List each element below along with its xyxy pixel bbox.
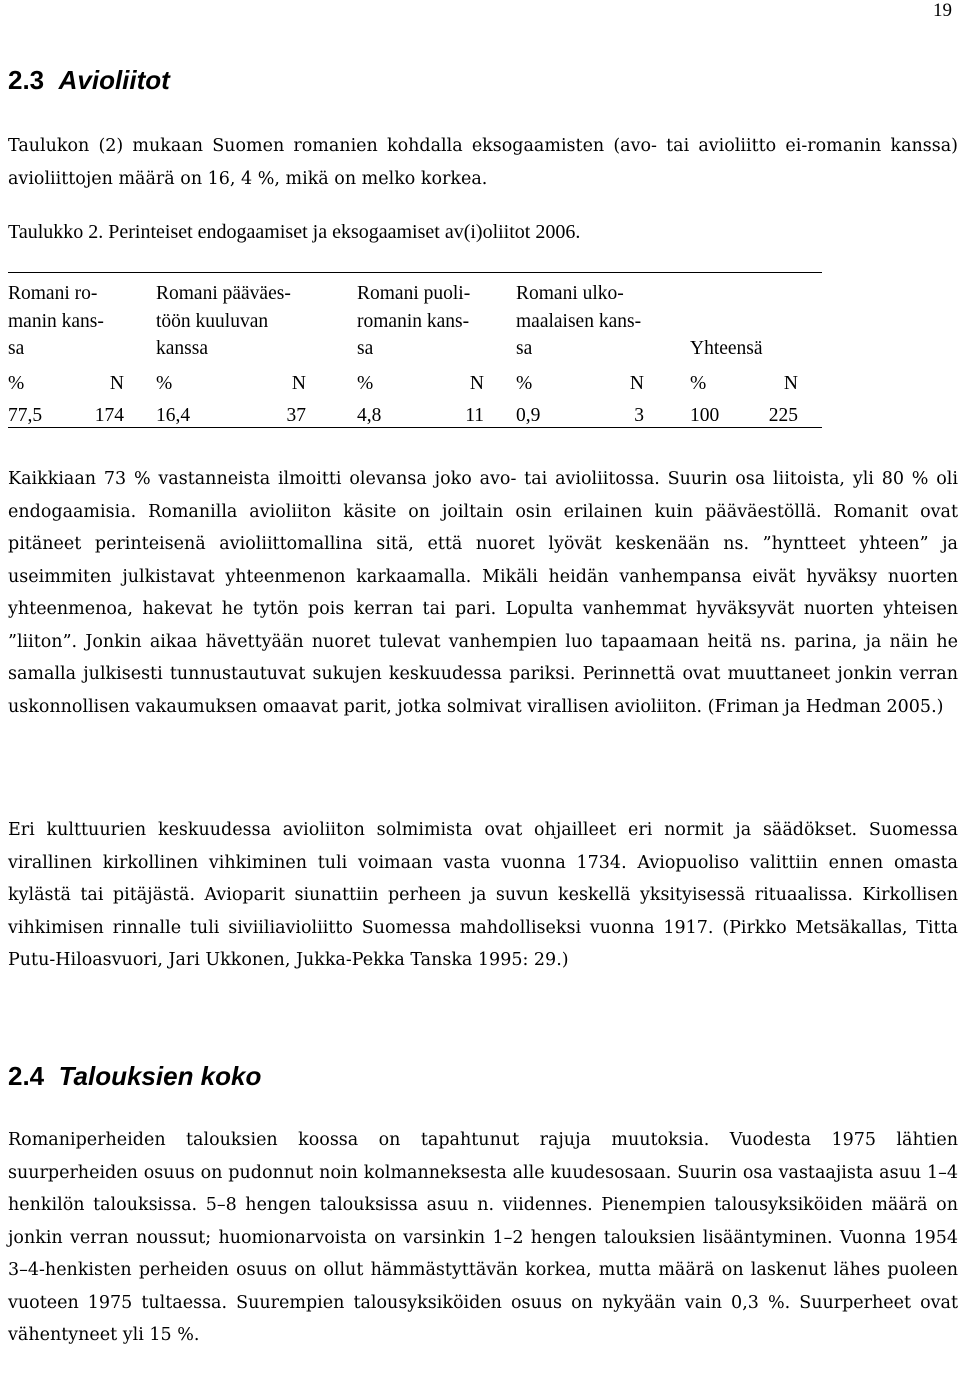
subheader-percent: %	[690, 373, 707, 394]
marriage-table	[8, 270, 822, 430]
section-title: Talouksien koko	[58, 1061, 262, 1091]
value-n: 3	[634, 405, 644, 426]
subheader-n: N	[469, 373, 484, 394]
value-percent: 100	[690, 405, 720, 426]
value-n: 37	[286, 405, 306, 426]
subheader-n: N	[109, 373, 124, 394]
value-percent: 77,5	[8, 405, 43, 426]
value-n: 11	[465, 405, 484, 426]
paragraph-households: Romaniperheiden talouksien koossa on tapahtunut rajuja muutoksia. Vuodesta 1975 lähtien suurperheiden osuus on pudonnut noin kolmanneksesta alle kuudesosaan. Suurin osa vastaajista asuu 1–4 henkilön talouksissa. 5–8 hengen talouksissa asuu n. viidennes. Pienempien talousyksiköiden määrä on jonkin verran noussut; huomionarvoista on varsinkin 1–2 hengen talouksien lisääntyminen. Vuonna 1954 3–4-henkisten perheiden osuus on ollut hämmästyttävän korkea, mutta määrä on laskenut lähes puoleen vuoteen 1975 tultaessa. Suurempien talousyksiköiden osuus on nykyään vain 0,3 %. Suurperheet ovat vähentyneet yli 15 %.	[8, 1130, 958, 1345]
table-caption: Taulukko 2. Perinteiset endogaamiset ja eksogaamiset av(i)oliitot 2006.	[8, 221, 581, 243]
header-romani-ulkomaalaisen: Romani ulko- maalaisen kans- sa	[516, 283, 642, 359]
value-percent: 16,4	[156, 405, 191, 426]
page-number: 19	[933, 0, 952, 21]
subheader-n: N	[629, 373, 644, 394]
table-top-rule	[8, 272, 822, 273]
header-romani-paavaeston: Romani pääväes- töön kuuluvan kanssa	[156, 283, 291, 359]
section-heading-talouksien	[8, 1061, 261, 1091]
section-number: 2.3	[8, 65, 45, 95]
subheader-percent: %	[156, 373, 173, 394]
header-romani-romanin: Romani ro- manin kans- sa	[8, 283, 104, 359]
subheader-n: N	[291, 373, 306, 394]
section-number: 2.4	[8, 1061, 45, 1091]
table-bottom-rule	[8, 427, 822, 428]
paragraph-cultures: Eri kulttuurien keskuudessa avioliiton solmimista ovat ohjailleet eri normit ja säädökset. Suomessa virallinen kirkollinen vihkiminen tuli voimaan vasta vuonna 1734. Aviopuoliso valittiin ennen omasta kylästä tai pitäjästä. Avioparit siunattiin perheen ja suvun keskellä yksityisessä rituaalissa. Kirkollisen vihkimisen rinnalle tuli siviiliavioliitto Suomessa mahdolliseksi vuonna 1917. (Pirkko Metsäkallas, Titta Putu-Hiloasvuori, Jari Ukkonen, Jukka-Pekka Tanska 1995: 29.)	[8, 820, 958, 970]
value-percent: 0,9	[516, 405, 541, 426]
header-romani-puoliromanin: Romani puoli- romanin kans- sa	[357, 283, 471, 359]
value-n: 174	[94, 405, 124, 426]
subheader-percent: %	[357, 373, 374, 394]
subheader-percent: %	[516, 373, 533, 394]
subheader-n: N	[783, 373, 798, 394]
header-yhteensa: Yhteensä	[690, 338, 763, 359]
section-heading-avioliitot	[8, 65, 170, 95]
section-title: Avioliitot	[58, 65, 170, 95]
subheader-percent: %	[8, 373, 25, 394]
paragraph-marriage: Kaikkiaan 73 % vastanneista ilmoitti olevansa joko avo- tai avioliitossa. Suurin osa liitoista, yli 80 % oli endogaamisia. Romanilla avioliiton käsite on joiltain osin erilainen kuin pääväestöllä. Romanit ovat pitäneet perinteisenä avioliittomallina sitä, että nuoret lyövät keskenään ns. ”hyntteet yhteen” ja useimmiten julkistavat yhteenmenon karkaamalla. Mikäli heidän vanhempansa eivät hyväksy nuorten yhteenmenoa, hakevat he tytön pois kerran tai pari. Lopulta vanhemmat hyväksyvät nuorten yhteisen ”liiton”. Jonkin aikaa hävettyään nuoret tulevat vanhempien luo tapaamaan heitä ns. parina, ja näin he samalla julkisesti tunnustautuvat sukujen keskuudessa pariksi. Perinnettä ovat muuttaneet jonkin verran uskonnollisen vakaumuksen omaavat parit, jotka solmivat virallisen avioliiton. (Friman ja Hedman 2005.)	[8, 469, 958, 717]
intro-paragraph: Taulukon (2) mukaan Suomen romanien kohdalla eksogaamisten (avo- tai avioliitto ei-romanin kanssa) avioliittojen määrä on 16, 4 %, mikä on melko korkea.	[8, 136, 958, 189]
value-n: 225	[768, 405, 798, 426]
value-percent: 4,8	[357, 405, 382, 426]
